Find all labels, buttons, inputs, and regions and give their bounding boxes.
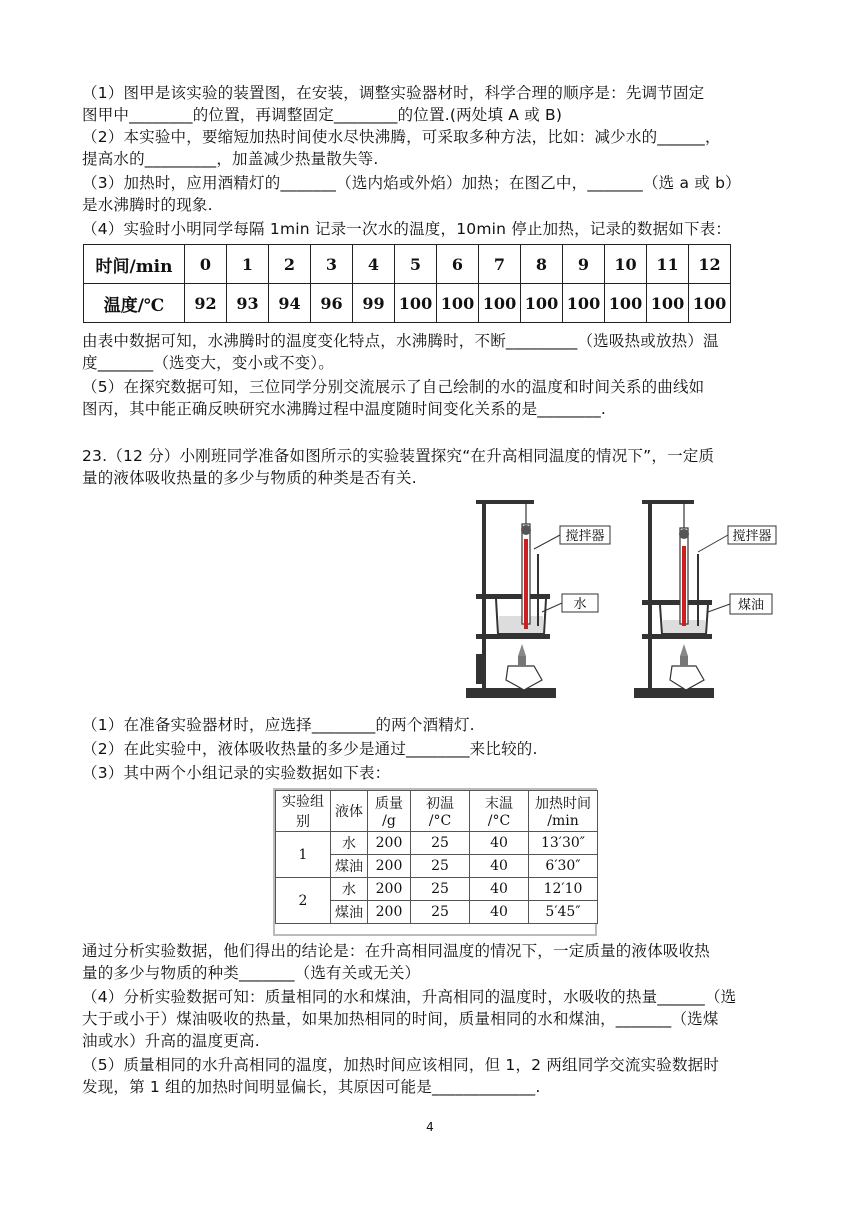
liquid-cell: 水 xyxy=(331,878,368,901)
header-t1-line2: /°C xyxy=(487,813,511,829)
q22-part5-line2: 图丙，其中能正确反映研究水沸腾过程中温度随时间变化关系的是________. xyxy=(82,400,607,418)
kerosene-label: 煤油 xyxy=(737,598,765,613)
header-final-temp xyxy=(470,791,529,832)
time-cell: 3 xyxy=(311,245,353,284)
q22-part2-line2: 提高水的_________，加盖减少热量散失等. xyxy=(82,150,379,168)
header-mass-line2: /g xyxy=(382,813,396,829)
header-initial-temp xyxy=(411,791,470,832)
time-cell: 2 xyxy=(269,245,311,284)
final-temp-cell: 40 xyxy=(470,832,529,855)
header-group-line2: 别 xyxy=(296,814,310,830)
header-mass-line1: 质量 xyxy=(375,796,403,812)
header-liquid: 液体 xyxy=(331,791,368,832)
heating-time-cell: 12′10 xyxy=(529,878,598,901)
header-group xyxy=(276,791,331,832)
temperature-cell: 100 xyxy=(479,284,521,323)
header-t1-line1: 末温 xyxy=(485,796,513,812)
q23-conclusion-line1: 通过分析实验数据，他们得出的结论是：在升高相同温度的情况下，一定质量的液体吸收热 xyxy=(82,942,711,960)
q22-part1-line1: （1）图甲是该实验的装置图，在安装，调整实验器材时，科学合理的顺序是：先调节固定 xyxy=(82,84,705,102)
time-cell: 12 xyxy=(689,245,731,284)
temperature-cell: 100 xyxy=(647,284,689,323)
time-cell: 7 xyxy=(479,245,521,284)
q23-part1: （1）在准备实验器材时，应选择________的两个酒精灯. xyxy=(82,716,475,734)
apparatus-water-figure xyxy=(462,494,632,706)
q22-part3-line1: （3）加热时，应用酒精灯的_______（选内焰或外焰）加热；在图乙中，_______（选 a 或 b） xyxy=(82,174,741,192)
time-cell: 10 xyxy=(605,245,647,284)
heating-time-cell: 5′45″ xyxy=(529,901,598,924)
header-group-line1: 实验组 xyxy=(282,794,324,810)
heating-data-table xyxy=(275,790,598,924)
liquid-cell: 煤油 xyxy=(331,901,368,924)
q23-part4-line2: 大于或小于）煤油吸收的热量，如果加热相同的时间，质量相同的水和煤油，_______（选煤 xyxy=(82,1010,719,1028)
heating-time-cell: 6′30″ xyxy=(529,855,598,878)
page-number: 4 xyxy=(426,1120,434,1134)
q22-part4-line2: 由表中数据可知，水沸腾时的温度变化特点，水沸腾时，不断_________（选吸热或放热）温 xyxy=(82,332,719,350)
mass-cell: 200 xyxy=(368,832,411,855)
q23-part4-line3: 油或水）升高的温度更高. xyxy=(82,1032,260,1050)
final-temp-cell: 40 xyxy=(470,878,529,901)
time-cell: 1 xyxy=(227,245,269,284)
temperature-header: 温度/℃ xyxy=(84,284,185,323)
header-t0-line1: 初温 xyxy=(426,796,454,812)
time-cell: 11 xyxy=(647,245,689,284)
q22-part1-line2: 图甲中________的位置，再调整固定________的位置.(两处填 A 或 B) xyxy=(82,106,563,124)
liquid-cell: 水 xyxy=(331,832,368,855)
water-label: 水 xyxy=(573,597,587,612)
temperature-cell: 100 xyxy=(521,284,563,323)
q23-part3: （3）其中两个小组记录的实验数据如下表： xyxy=(82,764,391,782)
initial-temp-cell: 25 xyxy=(411,855,470,878)
final-temp-cell: 40 xyxy=(470,855,529,878)
temperature-cell: 94 xyxy=(269,284,311,323)
temperature-time-table xyxy=(83,244,731,323)
temperature-cell: 93 xyxy=(227,284,269,323)
group-id: 2 xyxy=(276,878,331,924)
initial-temp-cell: 25 xyxy=(411,901,470,924)
heating-time-cell: 13′30″ xyxy=(529,832,598,855)
initial-temp-cell: 25 xyxy=(411,878,470,901)
final-temp-cell: 40 xyxy=(470,901,529,924)
q22-part3-line2: 是水沸腾时的现象. xyxy=(82,196,213,214)
temperature-cell: 100 xyxy=(395,284,437,323)
temperature-cell: 92 xyxy=(185,284,227,323)
time-cell: 4 xyxy=(353,245,395,284)
q22-part5-line1: （5）在探究数据可知，三位同学分别交流展示了自己绘制的水的温度和时间关系的曲线如 xyxy=(82,378,705,396)
time-cell: 9 xyxy=(563,245,605,284)
header-mass xyxy=(368,791,411,832)
header-time-line1: 加热时间 xyxy=(535,796,591,812)
time-cell: 0 xyxy=(185,245,227,284)
q22-part4-line3: 度_______（选变大，变小或不变）。 xyxy=(82,354,335,372)
time-cell: 6 xyxy=(437,245,479,284)
table-header-row xyxy=(276,791,598,832)
q23-part5-line1: （5）质量相同的水升高相同的温度，加热时间应该相同，但 1，2 两组同学交流实验数据时 xyxy=(82,1056,720,1074)
q23-part5-line2: 发现，第 1 组的加热时间明显偏长，其原因可能是_____________. xyxy=(82,1078,541,1096)
table-row xyxy=(276,832,598,855)
q23-intro-line1: 23.（12 分）小刚班同学准备如图所示的实验装置探究“在升高相同温度的情况下”，一定质 xyxy=(82,447,715,465)
time-row xyxy=(84,245,731,284)
q23-part2: （2）在此实验中，液体吸收热量的多少是通过________来比较的. xyxy=(82,740,538,758)
stirrer-label-left: 搅拌器 xyxy=(565,529,605,544)
q22-part2-line1: （2）本实验中，要缩短加热时间使水尽快沸腾，可采取多种方法，比如：减少水的______， xyxy=(82,128,721,146)
liquid-cell: 煤油 xyxy=(331,855,368,878)
temperature-cell: 99 xyxy=(353,284,395,323)
time-header: 时间/min xyxy=(84,245,185,284)
temperature-row xyxy=(84,284,731,323)
q22-part4-line1: （4）实验时小明同学每隔 1min 记录一次水的温度，10min 停止加热，记录的数据如下表： xyxy=(82,220,732,238)
header-heating-time xyxy=(529,791,598,832)
q23-conclusion-line2: 量的多少与物质的种类_______（选有关或无关） xyxy=(82,964,421,982)
q23-part4-line1: （4）分析实验数据可知：质量相同的水和煤油，升高相同的温度时，水吸收的热量______（选 xyxy=(82,988,737,1006)
temperature-cell: 100 xyxy=(689,284,731,323)
table-row xyxy=(276,878,598,901)
initial-temp-cell: 25 xyxy=(411,832,470,855)
stirrer-label-right: 搅拌器 xyxy=(732,529,772,544)
time-cell: 5 xyxy=(395,245,437,284)
temperature-cell: 100 xyxy=(563,284,605,323)
group-id: 1 xyxy=(276,832,331,878)
header-t0-line2: /°C xyxy=(428,813,452,829)
mass-cell: 200 xyxy=(368,855,411,878)
header-time-line2: /min xyxy=(547,813,579,829)
q23-intro-line2: 量的液体吸收热量的多少与物质的种类是否有关. xyxy=(82,469,417,487)
mass-cell: 200 xyxy=(368,901,411,924)
temperature-cell: 100 xyxy=(437,284,479,323)
time-cell: 8 xyxy=(521,245,563,284)
temperature-cell: 100 xyxy=(605,284,647,323)
mass-cell: 200 xyxy=(368,878,411,901)
apparatus-kerosene-figure xyxy=(632,494,782,706)
temperature-cell: 96 xyxy=(311,284,353,323)
